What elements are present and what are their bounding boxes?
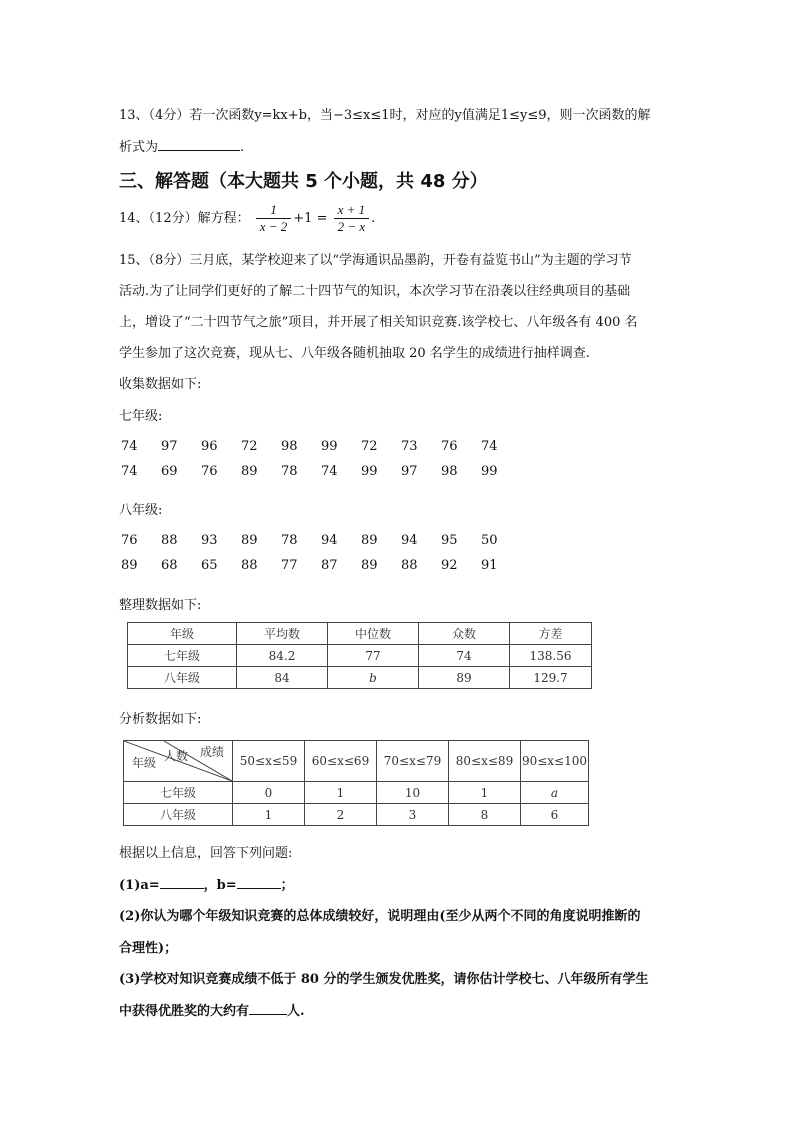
data-cell: 76: [441, 439, 458, 454]
table-cell: 七年级: [128, 645, 237, 667]
data-cell: 50: [481, 533, 498, 548]
frequency-table: [123, 740, 589, 826]
diagonal-header-cell: [124, 741, 233, 782]
sub-question-2-line-1: (2)你认为哪个年级知识竞赛的总体成绩较好，说明理由(至少从两个不同的角度说明推断的: [119, 909, 641, 924]
table-cell: 8: [449, 804, 521, 826]
corner-label-score: 成绩: [199, 745, 224, 759]
table-header-cell: 50≤x≤59: [233, 741, 305, 782]
table-header-cell: 中位数: [328, 623, 419, 645]
grade7-data-row-1: [121, 439, 521, 454]
data-cell: 74: [121, 464, 138, 479]
table-row: [124, 782, 589, 804]
table-cell: 84: [237, 667, 328, 689]
sub-question-3-line-1: (3)学校对知识竞赛成绩不低于 80 分的学生颁发优胜奖，请你估计学校七、八年级所有学生: [119, 972, 649, 987]
data-cell: 74: [321, 464, 338, 479]
data-cell: 89: [241, 533, 258, 548]
data-cell: 89: [241, 464, 258, 479]
collect-data-label: 收集数据如下:: [119, 377, 202, 392]
sub-question-3-line-2: [119, 1000, 305, 1019]
q13-line-2: [119, 136, 244, 155]
table-cell: 1: [233, 804, 305, 826]
data-cell: 74: [121, 439, 138, 454]
data-cell: 68: [161, 558, 178, 573]
table-cell: 2: [305, 804, 377, 826]
table-cell: [328, 667, 419, 689]
data-cell: 97: [401, 464, 418, 479]
table-cell: 74: [419, 645, 510, 667]
data-cell: 89: [361, 533, 378, 548]
sub3-prefix: 中获得优胜奖的大约有: [119, 1004, 250, 1019]
data-cell: 91: [481, 558, 498, 573]
sub1-b-label: ，b=: [203, 878, 237, 893]
data-cell: 94: [321, 533, 338, 548]
data-cell: 98: [281, 439, 298, 454]
data-cell: 69: [161, 464, 178, 479]
q14-rhs-fraction: [334, 202, 370, 235]
table-cell: 77: [328, 645, 419, 667]
table-cell: 84.2: [237, 645, 328, 667]
table-cell: 3: [377, 804, 449, 826]
q15-paragraph-line-2: 活动.为了让同学们更好的了解二十四节气的知识，本次学习节在沿袭以往经典项目的基础: [119, 284, 631, 299]
q14-rhs-numerator: x + 1: [337, 202, 366, 217]
data-cell: 73: [401, 439, 418, 454]
table-row-label: 八年级: [124, 804, 233, 826]
sub-question-1: [119, 874, 294, 893]
data-cell: 99: [321, 439, 338, 454]
data-cell: 99: [361, 464, 378, 479]
sub1-end: ；: [280, 878, 294, 893]
organize-data-label: 整理数据如下:: [119, 598, 202, 613]
table-header-row: [124, 741, 589, 782]
table-cell: 0: [233, 782, 305, 804]
table-cell: 八年级: [128, 667, 237, 689]
table-cell: 89: [419, 667, 510, 689]
grade8-data-row-2: [121, 558, 521, 573]
grade8-label: 八年级:: [119, 503, 163, 518]
data-cell: 77: [281, 558, 298, 573]
table-header-cell: 80≤x≤89: [449, 741, 521, 782]
table-cell: [521, 782, 589, 804]
sub1-a-label: (1)a=: [119, 878, 160, 893]
table-header-cell: 90≤x≤100: [521, 741, 589, 782]
sub1-b-blank[interactable]: [237, 874, 281, 889]
data-cell: 88: [241, 558, 258, 573]
q14-lhs-fraction: [256, 202, 292, 235]
q15-paragraph-line-3: 上，增设了“二十四节气之旅”项目，并开展了相关知识竞赛.该学校七、八年级各有 400 名: [119, 315, 638, 330]
section-3-heading: 三、解答题（本大题共 5 个小题，共 48 分）: [119, 171, 488, 192]
data-cell: 92: [441, 558, 458, 573]
table-row-label: 七年级: [124, 782, 233, 804]
data-cell: 97: [161, 439, 178, 454]
analyze-data-label: 分析数据如下:: [119, 712, 202, 727]
statistics-table: [127, 622, 592, 689]
sub3-answer-blank[interactable]: [249, 1000, 287, 1015]
data-cell: 88: [161, 533, 178, 548]
data-cell: 96: [201, 439, 218, 454]
table-cell: 1: [305, 782, 377, 804]
q15-paragraph-line-4: 学生参加了这次竞赛，现从七、八年级各随机抽取 20 名学生的成绩进行抽样调查.: [119, 346, 590, 361]
q14-middle: +1 =: [293, 211, 328, 226]
data-cell: 94: [401, 533, 418, 548]
sub-question-2-line-2: 合理性)；: [119, 941, 178, 956]
table-cell: 1: [449, 782, 521, 804]
table-row: [124, 804, 589, 826]
grade8-data-row-1: [121, 533, 521, 548]
q13-answer-blank[interactable]: [158, 136, 240, 151]
table-header-cell: 年级: [128, 623, 237, 645]
table-cell: 6: [521, 804, 589, 826]
data-cell: 98: [441, 464, 458, 479]
data-cell: 78: [281, 533, 298, 548]
data-cell: 87: [321, 558, 338, 573]
corner-label-count: 人数: [164, 749, 189, 763]
median-unknown-b: b: [369, 670, 377, 685]
q14-rhs-denominator: 2 − x: [334, 218, 370, 235]
data-cell: 99: [481, 464, 498, 479]
answer-intro: 根据以上信息，回答下列问题:: [119, 846, 293, 861]
q13-answer-end: .: [240, 140, 245, 155]
q13-answer-prefix: 析式为: [119, 140, 159, 155]
sub1-a-blank[interactable]: [160, 874, 204, 889]
q15-paragraph-line-1: 15、（8分）三月底，某学校迎来了以“学海通识品墨韵，开卷有益览书山”为主题的学习节: [119, 253, 632, 268]
table-cell: 10: [377, 782, 449, 804]
q13-line-1: 13、（4分）若一次函数y=kx+b，当−3≤x≤1时，对应的y值满足1≤y≤9，则一次函数的解: [119, 108, 651, 123]
count-unknown-a: a: [550, 785, 559, 800]
data-cell: 95: [441, 533, 458, 548]
table-row: [128, 645, 592, 667]
q14-lhs-denominator: x − 2: [256, 218, 292, 235]
data-cell: 93: [201, 533, 218, 548]
table-row: [128, 667, 592, 689]
corner-label-grade: 年级: [132, 756, 157, 770]
table-header-cell: 众数: [419, 623, 510, 645]
q14-line: [119, 202, 375, 235]
data-cell: 88: [401, 558, 418, 573]
table-header-cell: 方差: [510, 623, 592, 645]
data-cell: 65: [201, 558, 218, 573]
grade7-data-row-2: [121, 464, 521, 479]
table-header-cell: 70≤x≤79: [377, 741, 449, 782]
grade7-label: 七年级:: [119, 409, 163, 424]
table-cell: 129.7: [510, 667, 592, 689]
q14-prefix: 14、（12分）解方程：: [119, 211, 250, 226]
data-cell: 72: [361, 439, 378, 454]
table-header-row: [128, 623, 592, 645]
q14-end: .: [371, 211, 376, 226]
data-cell: 78: [281, 464, 298, 479]
q14-lhs-numerator: 1: [270, 202, 277, 217]
data-cell: 89: [361, 558, 378, 573]
table-cell: 138.56: [510, 645, 592, 667]
table-header-cell: 60≤x≤69: [305, 741, 377, 782]
sub3-end: 人.: [287, 1004, 305, 1019]
data-cell: 76: [121, 533, 138, 548]
data-cell: 72: [241, 439, 258, 454]
data-cell: 89: [121, 558, 138, 573]
table-header-cell: 平均数: [237, 623, 328, 645]
data-cell: 74: [481, 439, 498, 454]
data-cell: 76: [201, 464, 218, 479]
